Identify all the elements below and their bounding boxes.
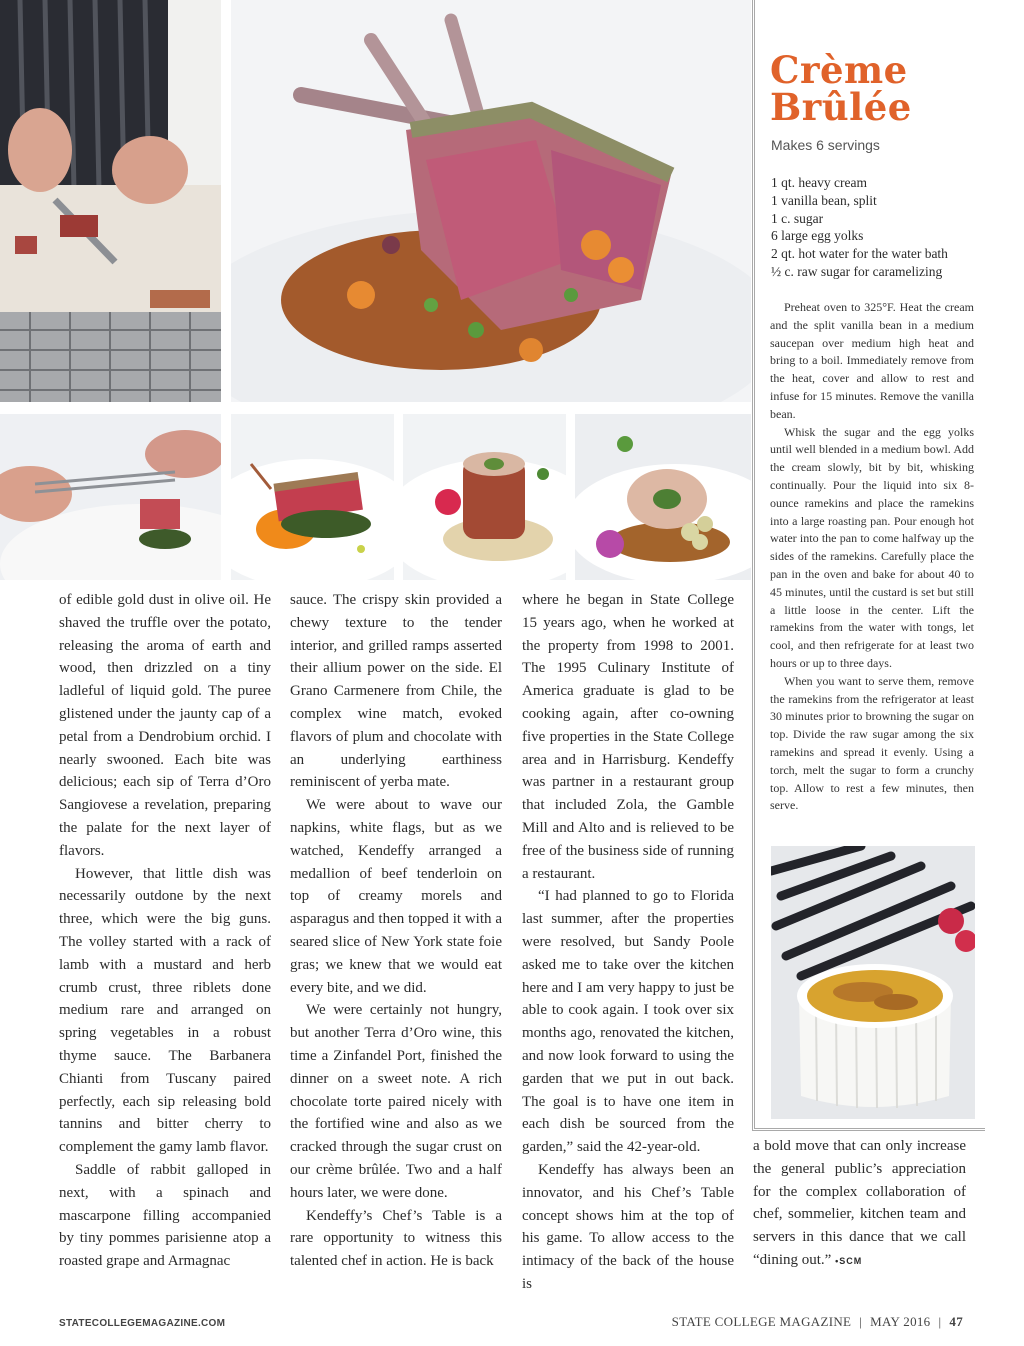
rabbit-saddle-photo <box>575 414 751 580</box>
ingredient-item: 1 vanilla bean, split <box>771 192 877 208</box>
paragraph: “I had planned to go to Florida last summer, after the properties were resolved, but Sandy Poole asked me to take over the kitchen here and I am very happy to just be able to cook again. I took over six months ago, renovated the kitchen, and now look forward to using the garden that we put in out back. The goal is to have one item in each dish be sourced from the garden,” said the 42-year-old. <box>522 888 734 1156</box>
ingredient-item: ½ c. raw sugar for caramelizing <box>771 263 943 279</box>
paragraph: Kendeffy has always been an innovator, and his Chef’s Table concept shows him at the top of his game. To allow access to the intimacy of the back of the house is <box>522 1161 734 1292</box>
footer-separator: | <box>859 1314 863 1329</box>
paragraph: sauce. The crispy skin provided a chewy texture to the tender interior, and grilled ramps asserted their allium power on the side. El Grano Carmenere from Chile, the complex wine match, evoked flavors of plum and chocolate with an underlying earthiness reminiscent of yerba mate. <box>290 592 502 791</box>
page-number: 47 <box>949 1314 963 1329</box>
paragraph: We were certainly not hungry, but another Terra d’Oro wine, this time a Zinfandel Port, finished the dinner on a sweet note. A rich chocolate torte paired nicely with the fortified wine and also as we cracked through the sugar crust on our crème brûlée. Two and a half hours later, we were done. <box>290 1002 502 1201</box>
footer-folio <box>672 1314 963 1330</box>
stuffed-roll-photo <box>403 414 566 580</box>
ingredient-item: 1 c. sugar <box>771 210 824 226</box>
article-column-3 <box>522 589 734 1296</box>
footer-website: STATECOLLEGEMAGAZINE.COM <box>59 1318 226 1329</box>
direction-step: Preheat oven to 325°F. Heat the cream and the split vanilla bean in a medium saucepan over medium high heat and bring to a boil. Immediately remove from the heat, cover and allow to rest and infuse for 15 minutes. Remove the vanilla bean. <box>770 300 974 421</box>
paragraph: of edible gold dust in olive oil. He shaved the truffle over the potato, releasing the aroma of earth and wood, then drizzled on a tiny ladleful of liquid gold. The puree glistened under the jaunty cap of a petal from a Dendrobium orchid. I nearly swooned. Each bite was delicious; each sip of Terra d’Oro Sangiovese a revelation, preparing the palate for the next layer of flavors. <box>59 592 271 859</box>
ingredient-list <box>771 174 948 281</box>
lamb-rack-photo <box>231 0 751 402</box>
article-column-1 <box>59 589 271 1273</box>
footer-magazine-name: STATE COLLEGE MAGAZINE <box>671 1314 852 1329</box>
paragraph: Kendeffy’s Chef’s Table is a rare opportunity to witness this talented chef in action. He is back <box>290 1207 502 1270</box>
recipe-yield: Makes 6 servings <box>771 137 880 153</box>
paragraph <box>753 1135 966 1273</box>
article-column-2 <box>290 589 502 1273</box>
recipe-directions <box>770 299 974 815</box>
ingredient-item: 1 qt. heavy cream <box>771 175 867 190</box>
paragraph: where he began in State College 15 years ago, when he worked at the property from 1998 to 2001. The 1995 Culinary Institute of America graduate is glad to be cooking again, after co-owning five properties in the State College area and in Harrisburg. Kendeffy was partner in a restaurant group that included Zola, the Gamble Mill and Alto and is relieved to be free of the business side of running a restaurant. <box>522 592 734 882</box>
ingredient-item: 2 qt. hot water for the water bath <box>771 246 948 262</box>
footer-issue: MAY 2016 <box>870 1314 931 1329</box>
direction-step: When you want to serve them, remove the ramekins from the refrigerator at least 30 minutes prior to browning the sugar on top. Divide the raw sugar among the six ramekins and spread it evenly. Using a torch, melt the sugar to form a crunchy top. Allow to rest a few minutes, then serve. <box>770 673 974 813</box>
paragraph: Saddle of rabbit galloped in next, with a spinach and mascarpone filling accompanied by tiny pommes parisienne atop a roasted grape and Armagnac <box>59 1161 271 1270</box>
seared-tuna-photo <box>231 414 394 580</box>
chef-plating-photo <box>0 414 221 580</box>
article-column-4 <box>753 1135 966 1273</box>
direction-step: Whisk the sugar and the egg yolks until well blended in a medium bowl. Add the cream slowly, bit by bit, whisking continually. Pour the liquid into six 8-ounce ramekins and place the ramekins into a large roasting pan. Pour enough hot water into the pan to come halfway up the sides of the ramekins. Carefully place the pan in the oven and bake for about 40 to 45 minutes, until the custard is set but still a little loose in the center. Lift the ramekins from the water with tongs, let cool, and then refrigerate for at least two hours or up to three days. <box>770 424 974 670</box>
chef-slicing-photo <box>0 0 221 402</box>
end-mark: •SCM <box>835 1255 863 1266</box>
footer-separator: | <box>938 1314 942 1329</box>
paragraph: However, that little dish was necessarily outdone by the next three, which were the big guns. The volley started with a rack of lamb with a mustard and herb crumb crust, three riblets done medium rare and arranged on spring vegetables in a robust thyme sauce. The Barbanera Chianti from Tuscany paired perfectly, each sip releasing bold tannins and bitter cherry to complement the gamy lamb flavor. <box>59 865 271 1156</box>
closing-text: a bold move that can only increase the general public’s appreciation for the complex collaboration of chef, sommelier, kitchen team and servers in this dance that we call “dining out.” <box>753 1138 966 1268</box>
paragraph: We were about to wave our napkins, white flags, but as we watched, Kendeffy arranged a medallion of beef tenderloin on top of creamy morels and asparagus and then topped it with a seared slice of New York state foie gras; we knew that we would eat every bite, and we did. <box>290 797 502 996</box>
recipe-title-line1: Crème <box>770 48 908 92</box>
ingredient-item: 6 large egg yolks <box>771 228 864 244</box>
recipe-title <box>770 48 912 129</box>
recipe-title-line2: Brûlée <box>770 85 912 129</box>
